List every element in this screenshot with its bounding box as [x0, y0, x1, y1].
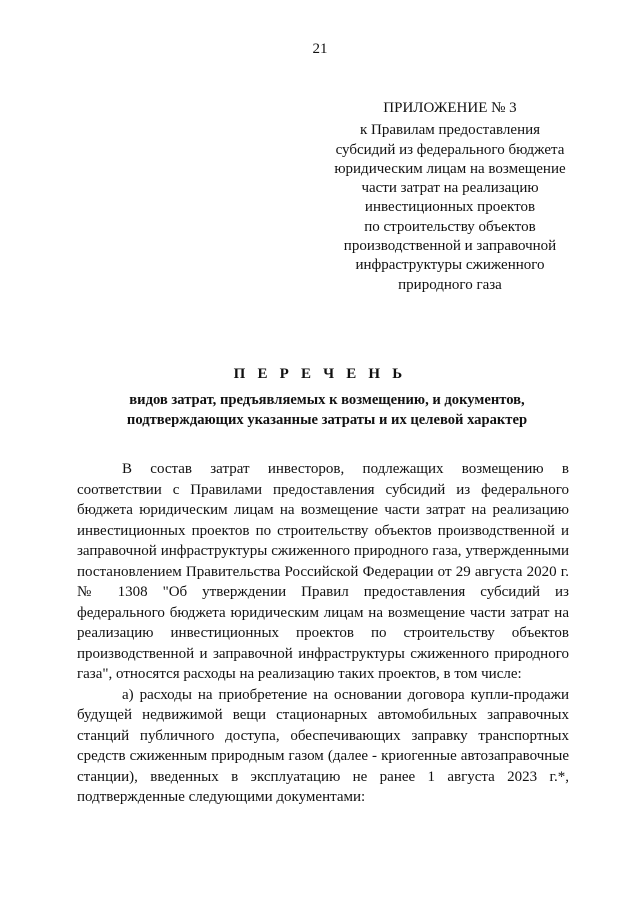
- page-number: 21: [312, 41, 328, 57]
- body-paragraph: В состав затрат инвесторов, подлежащих возмещению в соответствии с Правилами предоставления субсидий из федерального бюджета юридическим лицам на возмещение части затрат на реализацию инвестиционных проектов по строительству объектов производственной и заправочной инфраструктуры сжиженного природного газа, утвержденными постановлением Правительства Российской Федерации от 29 августа 2020 г. № 1308 "Об утверждении Правил предоставления субсидий из федерального бюджета юридическим лицам на возмещение части затрат на реализацию инвестиционных проектов по строительству объектов производственной и заправочной инфраструктуры сжиженного природного газа", относятся расходы на реализацию таких проектов, в том числе:: [77, 461, 569, 682]
- appendix-block: [320, 99, 580, 295]
- body-paragraph: а) расходы на приобретение на основании договора купли-продажи будущей недвижимой вещи стационарных автомобильных заправочных станций публичного доступа, обеспечивающих заправку транспортных средств сжиженным природным газом (далее - криогенные автозаправочные станции), введенных в эксплуатацию не ранее 1 августа 2023 г.*, подтвержденные следующими документами:: [77, 686, 569, 805]
- appendix-line: части затрат на реализацию: [361, 180, 539, 197]
- appendix-line: природного газа: [398, 276, 502, 293]
- appendix-line: юридическим лицам на возмещение: [334, 160, 566, 177]
- appendix-line: инфраструктуры сжиженного: [355, 257, 545, 274]
- document-body: [77, 459, 569, 808]
- appendix-line: производственной и заправочной: [343, 238, 557, 255]
- document-subheading: [92, 390, 562, 430]
- appendix-line: к Правилам предоставления: [359, 122, 541, 139]
- document-heading: П Е Р Е Ч Е Н Ь: [233, 366, 407, 382]
- subheading-line: видов затрат, предъявляемых к возмещению, и документов,: [129, 392, 525, 408]
- appendix-title: ПРИЛОЖЕНИЕ № 3: [383, 100, 517, 116]
- appendix-line: по строительству объектов: [364, 218, 536, 235]
- appendix-line: инвестиционных проектов: [364, 199, 536, 216]
- subheading-line: подтверждающих указанные затраты и их целевой характер: [126, 412, 528, 428]
- appendix-line: субсидий из федерального бюджета: [335, 141, 565, 158]
